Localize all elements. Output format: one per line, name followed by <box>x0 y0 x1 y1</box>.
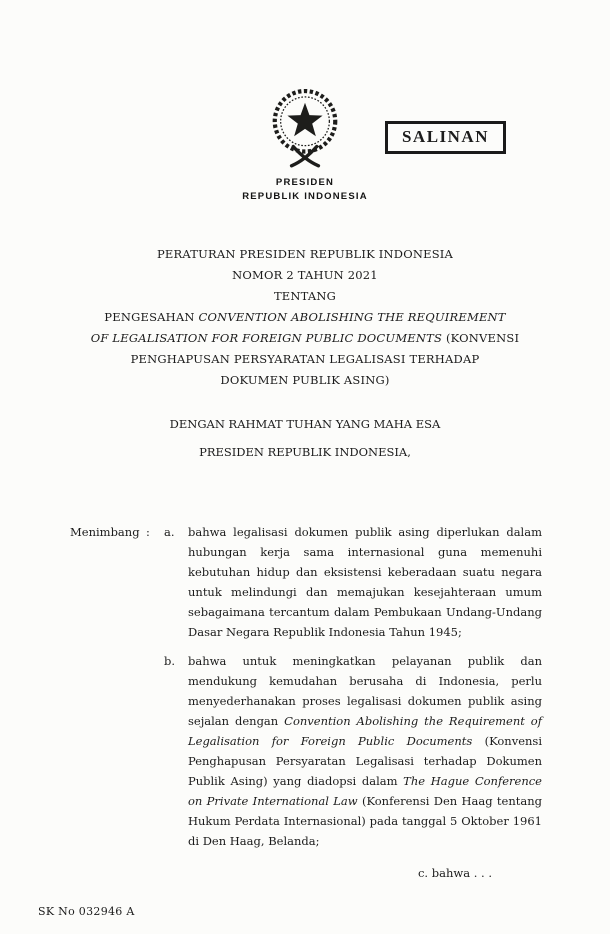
subject-segment: PENGHAPUSAN PERSYARATAN LEGALISASI TERHADAP <box>130 352 480 366</box>
considering-item-b <box>164 651 542 851</box>
considering-colon: : <box>146 525 150 539</box>
page-continuation-marker: c. bahwa . . . <box>417 866 492 880</box>
title-subject-line-3 <box>0 349 610 370</box>
item-marker: b. <box>164 654 176 668</box>
title-line-number: NOMOR 2 TAHUN 2021 <box>232 268 378 282</box>
subject-segment-italic: CONVENTION ABOLISHING THE REQUIREMENT <box>198 310 506 324</box>
text-segment: (Konvensi Penghapusan Persyaratan Legalisasi terhadap Dokumen Publik Asing) yang diadopsi dalam <box>188 734 542 788</box>
title-line-tentang: TENTANG <box>273 289 337 303</box>
text-segment: bahwa untuk meningkatkan pelayanan publik dan mendukung kemudahan berusaha di Indonesia, perlu menyederhanakan proses legalisasi dokumen publik asing sejalan dengan <box>188 654 542 728</box>
text-segment-italic: The Hague Conference on Private International Law <box>188 774 542 808</box>
salinan-stamp-label: SALINAN <box>401 127 489 146</box>
text-segment-italic: Convention Abolishing the Requirement of Legalisation for Foreign Public Documents <box>188 714 542 748</box>
considering-items <box>164 522 542 851</box>
subject-segment: (KONVENSI <box>442 331 520 345</box>
text-segment: (Konferensi Den Haag tentang Hukum Perdata Internasional) pada tanggal 5 Oktober 1961 di Den Haag, Belanda; <box>188 794 542 848</box>
item-text <box>188 522 542 642</box>
regulation-title-block <box>0 244 610 391</box>
letterhead-republik-indonesia: REPUBLIK INDONESIA <box>242 191 368 202</box>
item-marker: a. <box>164 525 175 539</box>
title-subject-line-2 <box>0 328 610 349</box>
item-text <box>188 651 542 851</box>
preamble-block <box>0 417 610 459</box>
considering-label: Menimbang <box>70 525 140 539</box>
salinan-stamp <box>385 121 506 154</box>
preamble-rahmat-line: DENGAN RAHMAT TUHAN YANG MAHA ESA <box>169 417 441 431</box>
title-line-regulation: PERATURAN PRESIDEN REPUBLIK INDONESIA <box>156 247 454 261</box>
document-control-number: SK No 032946 A <box>38 905 135 918</box>
preamble-presiden-line: PRESIDEN REPUBLIK INDONESIA, <box>199 445 411 459</box>
considering-section <box>70 522 542 851</box>
state-emblem-icon <box>263 84 347 172</box>
title-subject-line-1 <box>0 307 610 328</box>
subject-segment-italic: OF LEGALISATION FOR FOREIGN PUBLIC DOCUMENTS <box>90 331 443 345</box>
subject-segment: DOKUMEN PUBLIK ASING) <box>220 373 390 387</box>
letterhead-presiden: PRESIDEN <box>275 177 335 188</box>
subject-segment: PENGESAHAN <box>104 310 199 324</box>
text-segment: bahwa legalisasi dokumen publik asing diperlukan dalam hubungan kerja sama internasional guna memenuhi kebutuhan hidup dan eksistensi keberadaan suatu negara untuk melindungi dan memajukan kesejahteraan umum sebagaimana tercantum dalam Pembukaan Undang-Undang Dasar Negara Republik Indonesia Tahun 1945; <box>188 525 542 639</box>
considering-item-a <box>164 522 542 642</box>
title-subject-line-4 <box>0 370 610 391</box>
letterhead <box>0 177 610 202</box>
